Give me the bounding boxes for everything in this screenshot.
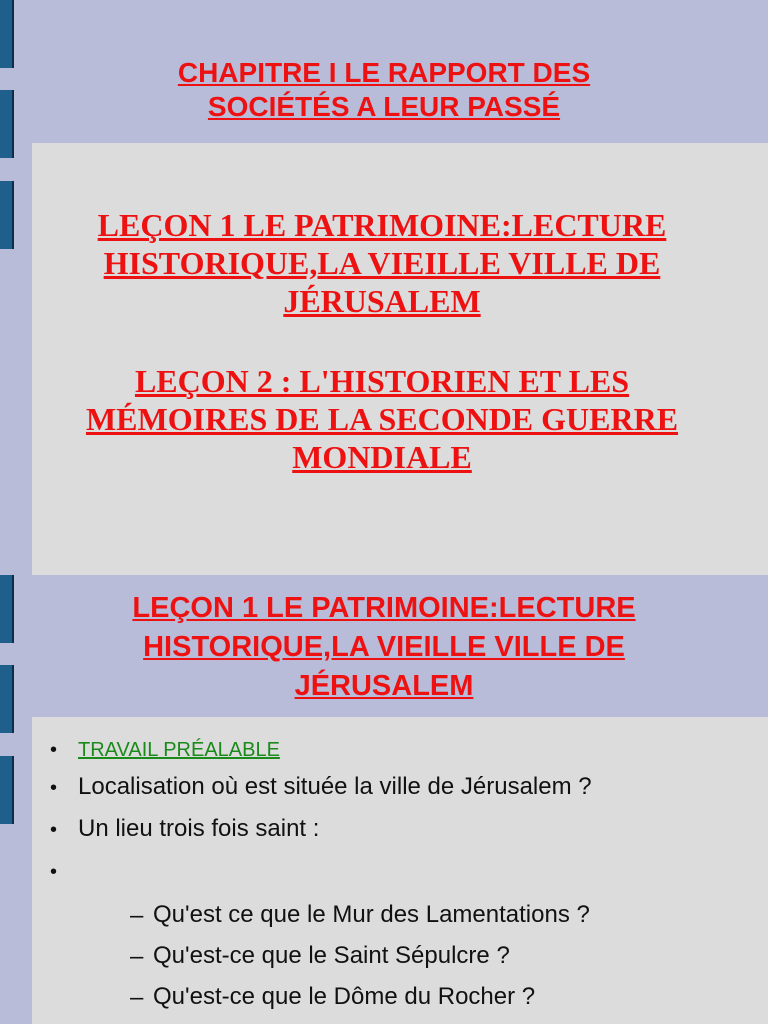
sub-list-item: [48, 901, 748, 942]
sub-list-item: [48, 983, 748, 1024]
bullet-marker: •: [50, 819, 58, 841]
slide-edge-tab: [0, 756, 14, 824]
bullet-marker: •: [50, 739, 58, 761]
lesson-1-heading: [32, 206, 732, 320]
lesson-2-heading: [32, 362, 732, 476]
lesson-1-line: JÉRUSALEM: [283, 283, 481, 319]
slide-edge-tab: [0, 575, 14, 643]
lesson-2-line: MÉMOIRES DE LA SECONDE GUERRE: [85, 401, 679, 437]
sub-item-text: Qu'est-ce que le Saint Sépulcre ?: [153, 942, 510, 969]
slide-2: [0, 575, 768, 1024]
sub-list-item: [48, 942, 748, 983]
lesson-2-line: MONDIALE: [292, 439, 472, 475]
list-item: [48, 857, 748, 901]
bullet-list: [48, 735, 748, 1024]
bullet-marker: •: [50, 777, 58, 799]
lesson-1-line: LEÇON 1 LE PATRIMOINE:LECTURE: [97, 207, 667, 243]
sub-item-text: Qu'est-ce que le Dôme du Rocher ?: [153, 983, 536, 1010]
slide-edge-tab: [0, 0, 14, 68]
lesson-title-line: JÉRUSALEM: [294, 670, 474, 702]
bullet-marker: •: [50, 861, 58, 883]
dash-marker: –: [130, 984, 144, 1011]
list-item: [48, 815, 748, 857]
dash-marker: –: [130, 943, 144, 970]
bullet-text: Localisation où est située la ville de Jérusalem ?: [78, 773, 592, 800]
dash-marker: –: [130, 902, 144, 929]
prerequisite-heading: TRAVAIL PRÉALABLE: [78, 739, 280, 761]
bullet-text: Un lieu trois fois saint :: [78, 815, 320, 842]
lesson-1-line: HISTORIQUE,LA VIEILLE VILLE DE: [103, 245, 661, 281]
list-item: [48, 773, 748, 815]
lesson-title-line: HISTORIQUE,LA VIEILLE VILLE DE: [143, 631, 625, 663]
sub-item-text: Qu'est ce que le Mur des Lamentations ?: [153, 901, 590, 928]
chapter-title-line: CHAPITRE I LE RAPPORT DES: [177, 57, 591, 88]
slide-edge-tab: [0, 90, 14, 158]
slide-edge-tab: [0, 181, 14, 249]
slide-edge-tab: [0, 665, 14, 733]
lesson-title-line: LEÇON 1 LE PATRIMOINE:LECTURE: [132, 592, 636, 624]
lesson-title: [30, 589, 738, 706]
chapter-title: [30, 56, 738, 124]
lesson-2-line: LEÇON 2 : L'HISTORIEN ET LES: [134, 363, 630, 399]
list-item: [48, 735, 748, 773]
chapter-title-line: SOCIÉTÉS A LEUR PASSÉ: [207, 91, 561, 122]
